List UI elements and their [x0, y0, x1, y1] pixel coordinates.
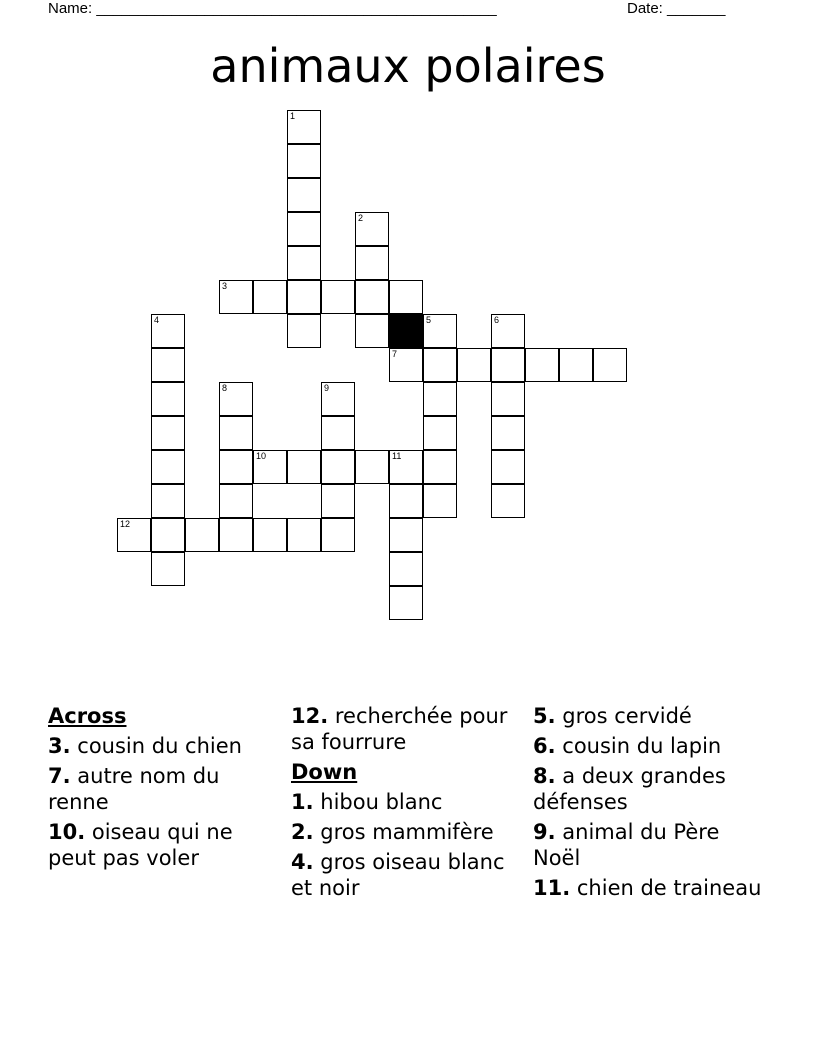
clue-item — [291, 703, 523, 755]
grid-cell[interactable] — [219, 484, 253, 518]
cell-number: 8 — [222, 383, 228, 393]
grid-cell[interactable] — [491, 484, 525, 518]
clue-text: autre nom du renne — [48, 764, 220, 814]
grid-cell[interactable] — [321, 450, 355, 484]
grid-cell[interactable] — [389, 348, 423, 382]
cell-number: 7 — [392, 349, 398, 359]
grid-cell[interactable] — [491, 416, 525, 450]
cell-number: 9 — [324, 383, 330, 393]
clue-text: cousin du lapin — [555, 734, 722, 758]
grid-cell[interactable] — [389, 450, 423, 484]
grid-cell[interactable] — [219, 416, 253, 450]
clue-item — [533, 763, 765, 815]
grid-black-cell — [389, 314, 423, 348]
grid-cell[interactable] — [423, 416, 457, 450]
clue-text: hibou blanc — [313, 790, 443, 814]
clue-number: 3. — [48, 734, 71, 758]
grid-cell[interactable] — [491, 382, 525, 416]
clue-number: 4. — [291, 850, 314, 874]
clue-number: 1. — [291, 790, 314, 814]
clue-text: recherchée pour sa fourrure — [291, 704, 508, 754]
clue-item — [291, 819, 523, 845]
grid-cell[interactable] — [253, 280, 287, 314]
cell-number: 12 — [120, 519, 131, 529]
grid-cell[interactable] — [151, 552, 185, 586]
grid-cell[interactable] — [185, 518, 219, 552]
grid-cell[interactable] — [219, 280, 253, 314]
clue-number: 7. — [48, 764, 71, 788]
clue-item — [533, 703, 765, 729]
clue-text: animal du Père Noël — [533, 820, 720, 870]
grid-cell[interactable] — [151, 348, 185, 382]
clue-number: 2. — [291, 820, 314, 844]
grid-cell[interactable] — [219, 450, 253, 484]
grid-cell[interactable] — [287, 280, 321, 314]
grid-cell[interactable] — [321, 416, 355, 450]
name-field-label: Name: ________________________________________________ — [48, 0, 497, 17]
clue-text: gros mammifère — [313, 820, 494, 844]
cell-number: 1 — [290, 111, 296, 121]
grid-cell[interactable] — [389, 280, 423, 314]
grid-cell[interactable] — [151, 416, 185, 450]
grid-cell[interactable] — [389, 518, 423, 552]
grid-cell[interactable] — [287, 314, 321, 348]
grid-cell[interactable] — [559, 348, 593, 382]
clue-text: chien de traineau — [570, 876, 762, 900]
grid-cell[interactable] — [287, 144, 321, 178]
clue-text: a deux grandes défenses — [533, 764, 726, 814]
grid-cell[interactable] — [355, 450, 389, 484]
clue-text: cousin du chien — [70, 734, 242, 758]
grid-cell[interactable] — [151, 382, 185, 416]
grid-cell[interactable] — [355, 212, 389, 246]
clue-item — [533, 733, 765, 759]
grid-cell[interactable] — [389, 484, 423, 518]
clue-number: 12. — [291, 704, 329, 728]
clue-number: 9. — [533, 820, 556, 844]
grid-cell[interactable] — [321, 280, 355, 314]
clue-item — [48, 763, 280, 815]
grid-cell[interactable] — [491, 348, 525, 382]
grid-cell[interactable] — [151, 450, 185, 484]
grid-cell[interactable] — [491, 314, 525, 348]
grid-cell[interactable] — [151, 484, 185, 518]
clue-column-1 — [48, 703, 280, 875]
clue-text: gros cervidé — [555, 704, 692, 728]
grid-cell[interactable] — [287, 212, 321, 246]
grid-cell[interactable] — [423, 348, 457, 382]
clue-text: oiseau qui ne peut pas voler — [48, 820, 233, 870]
grid-cell[interactable] — [423, 314, 457, 348]
grid-cell[interactable] — [355, 280, 389, 314]
grid-cell[interactable] — [423, 450, 457, 484]
clue-number: 8. — [533, 764, 556, 788]
grid-cell[interactable] — [219, 382, 253, 416]
grid-cell[interactable] — [423, 484, 457, 518]
clue-number: 11. — [533, 876, 571, 900]
grid-cell[interactable] — [151, 314, 185, 348]
grid-cell[interactable] — [151, 518, 185, 552]
grid-cell[interactable] — [389, 552, 423, 586]
cell-number: 11 — [392, 451, 402, 461]
clue-item — [48, 819, 280, 871]
grid-cell[interactable] — [321, 484, 355, 518]
puzzle-title: animaux polaires — [210, 39, 606, 93]
cell-number: 5 — [426, 315, 432, 325]
clue-item — [533, 819, 765, 871]
cell-number: 3 — [222, 281, 228, 291]
clue-number: 10. — [48, 820, 86, 844]
grid-cell[interactable] — [287, 450, 321, 484]
grid-cell[interactable] — [287, 178, 321, 212]
date-field-label: Date: _______ — [627, 0, 726, 17]
clue-column-3 — [533, 703, 765, 905]
grid-cell[interactable] — [253, 518, 287, 552]
across-heading: Across — [48, 704, 127, 728]
clue-item — [48, 733, 280, 759]
clue-item — [291, 789, 523, 815]
grid-cell[interactable] — [219, 518, 253, 552]
grid-cell[interactable] — [525, 348, 559, 382]
clue-number: 6. — [533, 734, 556, 758]
clue-column-2 — [291, 703, 523, 905]
grid-cell[interactable] — [457, 348, 491, 382]
grid-cell[interactable] — [491, 450, 525, 484]
grid-cell[interactable] — [423, 382, 457, 416]
grid-cell[interactable] — [355, 314, 389, 348]
clue-number: 5. — [533, 704, 556, 728]
clue-item — [533, 875, 765, 901]
grid-cell[interactable] — [321, 382, 355, 416]
grid-cell[interactable] — [117, 518, 151, 552]
cell-number: 6 — [494, 315, 500, 325]
grid-cell[interactable] — [355, 246, 389, 280]
grid-cell[interactable] — [287, 246, 321, 280]
grid-cell[interactable] — [287, 110, 321, 144]
grid-cell[interactable] — [389, 586, 423, 620]
cell-number: 10 — [256, 451, 267, 461]
grid-cell[interactable] — [253, 450, 287, 484]
grid-cell[interactable] — [593, 348, 627, 382]
grid-cell[interactable] — [287, 518, 321, 552]
grid-cell[interactable] — [321, 518, 355, 552]
clue-item — [291, 849, 523, 901]
clue-text: gros oiseau blanc et noir — [291, 850, 505, 900]
cell-number: 2 — [358, 213, 364, 223]
down-heading: Down — [291, 760, 358, 784]
cell-number: 4 — [154, 315, 160, 325]
